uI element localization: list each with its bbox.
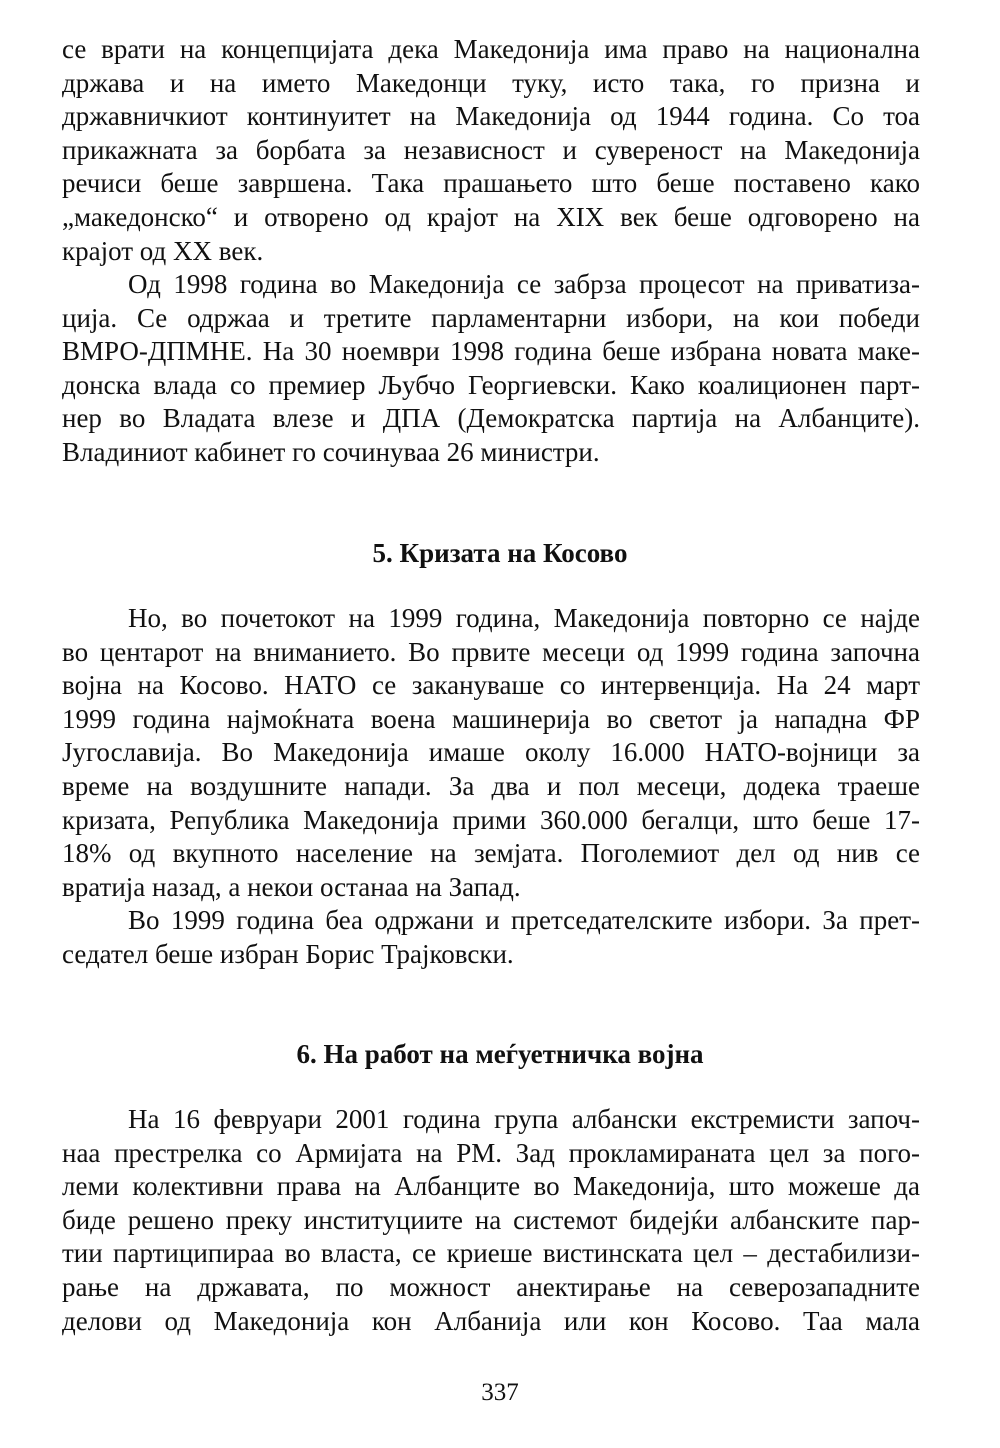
text-line: Од 1998 година во Македонија се забрза процесот на приватиза- xyxy=(128,269,920,299)
text-line: донска влада со премиер Љубчо Георгиевски. Како коалиционен парт- xyxy=(62,369,920,400)
section-heading-kosovo: 5. Кризата на Косово xyxy=(372,538,628,568)
text-line: леми колективни права на Албанците во Македонија, што можеше да xyxy=(62,1171,920,1202)
text-line: седател беше избран Борис Трајковски. xyxy=(62,938,514,969)
text-line: Владиниот кабинет го сочинуваа 26 министри. xyxy=(62,436,600,467)
text-line: рање на државата, по можност анектирање на северозападните xyxy=(62,1271,920,1302)
text-line: биде решено преку институциите на системот бидејќи албанските пар- xyxy=(62,1204,920,1235)
text-line: се врати на концепцијата дека Македонија има право на национална xyxy=(62,34,920,64)
text-line: кризата, Република Македонија прими 360.000 бегалци, што беше 17- xyxy=(62,804,920,835)
paragraph-privatization xyxy=(62,268,920,470)
text-line: речиси беше завршена. Така прашањето што беше поставено како xyxy=(62,168,920,199)
text-line: нер во Владата влезе и ДПА (Демократска партија на Албанците). xyxy=(62,403,920,434)
paragraph-presidential-elections xyxy=(62,904,920,971)
text-line: време на воздушните напади. За два и пол месеци, додека траеше xyxy=(62,770,920,801)
text-line: ција. Се одржаа и третите парламентарни избори, на кои победи xyxy=(62,302,920,333)
text-line: државничкиот континуитет на Македонија од 1944 година. Со тоа xyxy=(62,101,920,132)
text-line: држава и на името Македонци туку, исто така, го призна и xyxy=(62,67,920,98)
text-line: во центарот на вниманието. Во првите месеци од 1999 година започна xyxy=(62,636,920,667)
text-line: вратија назад, а некои останаа на Запад. xyxy=(62,871,521,902)
text-line: наа престрелка со Армијата на РМ. Зад прокламираната цел за пого- xyxy=(62,1137,920,1168)
text-line: На 16 февруари 2001 година група албански екстремисти започ- xyxy=(128,1104,920,1134)
text-line: крајот од XX век. xyxy=(62,235,264,266)
text-line: Во 1999 година беа одржани и претседателските избори. За прет- xyxy=(128,905,920,935)
text-line: делови од Македонија кон Албанија или кон Косово. Таа мала xyxy=(62,1305,920,1336)
text-line: војна на Косово. НАТО се закануваше со интервенција. На 24 март xyxy=(62,670,920,701)
text-line: ВМРО-ДПМНЕ. На 30 ноември 1998 година беше избрана новата маке- xyxy=(62,336,920,367)
paragraph-continuation xyxy=(62,33,920,268)
text-line: тии партиципираа во власта, се криеше вистинската цел – дестабилизи- xyxy=(62,1238,920,1269)
text-line: Југославија. Во Македонија имаше околу 16.000 НАТО-војници за xyxy=(62,737,920,768)
text-line: 1999 година најмоќната воена машинерија во светот ја нападна ФР xyxy=(62,703,920,734)
text-line: „македонско“ и отворено од крајот на XIX век беше одговорено на xyxy=(62,201,920,232)
text-line: прикажната за борбата за независност и сувереност на Македонија xyxy=(62,134,920,165)
text-line: Но, во почетокот на 1999 година, Македонија повторно се најде xyxy=(128,603,920,633)
section-heading-interethnic-war: 6. На работ на меѓуетничка војна xyxy=(296,1039,704,1069)
paragraph-kosovo-crisis xyxy=(62,602,920,904)
page-number: 337 xyxy=(481,1379,519,1406)
paragraph-2001-conflict xyxy=(62,1103,920,1338)
text-line: 18% од вкупното население на земјата. Поголемиот дел од нив се xyxy=(62,838,920,869)
